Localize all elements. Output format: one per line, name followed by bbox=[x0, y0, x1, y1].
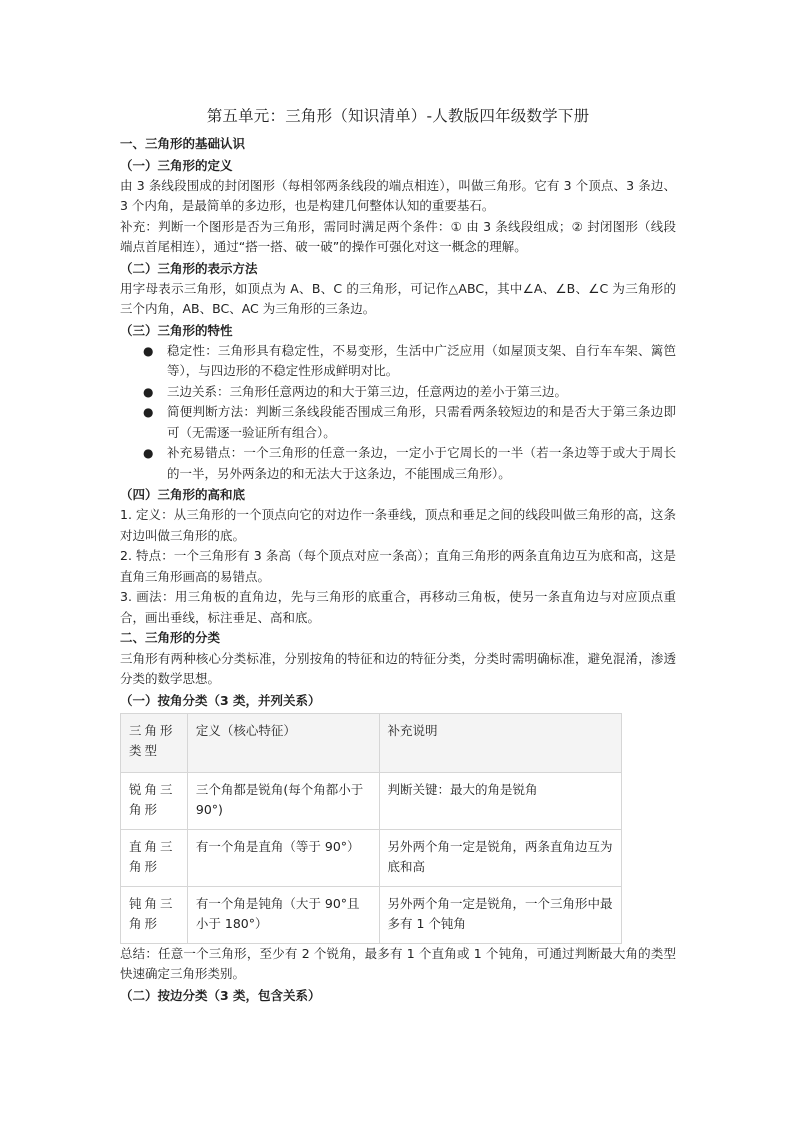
subsection-definition-heading: （一）三角形的定义 bbox=[120, 157, 233, 173]
classification-intro-paragraph: 三角形有两种核心分类标准，分别按角的特征和边的特征分类，分类时需明确标准，避免混淆，渗透分类的数学思想。 bbox=[120, 650, 676, 686]
list-item-text: 稳定性：三角形具有稳定性，不易变形，生活中广泛应用（如屋顶支架、自行车车架、篱笆等），与四边形的不稳定性形成鲜明对比。 bbox=[167, 342, 676, 378]
table-cell-type: 直角三角形 bbox=[121, 829, 188, 886]
table-cell-notes: 判断关键：最大的角是锐角 bbox=[379, 772, 621, 829]
bullet-icon: ● bbox=[143, 405, 154, 419]
bullet-icon: ● bbox=[143, 343, 154, 358]
table-cell-notes: 另外两个角一定是锐角，一个三角形中最多有 1 个钝角 bbox=[379, 886, 621, 943]
column-header-notes: 补充说明 bbox=[379, 713, 621, 772]
list-item bbox=[143, 443, 676, 484]
list-item-text: 三边关系：三角形任意两边的和大于第三边，任意两边的差小于第三边。 bbox=[167, 383, 568, 399]
subsection-height-base-heading: （四）三角形的高和底 bbox=[120, 487, 246, 502]
list-item bbox=[143, 341, 676, 382]
column-header-type: 三角形类型 bbox=[121, 713, 188, 772]
table-header-row bbox=[121, 713, 622, 772]
list-item bbox=[143, 402, 676, 443]
document-page bbox=[120, 104, 676, 1006]
subsection-by-side-heading: （二）按边分类（3 类，包含关系） bbox=[120, 987, 321, 1003]
list-item-text: 简便判断方法：判断三条线段能否围成三角形，只需看两条较短边的和是否大于第三条边即可（无需逐一验证所有组合）。 bbox=[167, 404, 676, 440]
table-cell-definition: 三个角都是锐角(每个角都小于 90°) bbox=[187, 772, 379, 829]
column-header-definition: 定义（核心特征） bbox=[187, 713, 379, 772]
list-item bbox=[143, 382, 676, 403]
notation-paragraph: 用字母表示三角形，如顶点为 A、B、C 的三角形，可记作△ABC，其中∠A、∠B、∠C 为三角形的三个内角，AB、BC、AC 为三角形的三条边。 bbox=[120, 280, 676, 316]
subsection-notation-heading: （二）三角形的表示方法 bbox=[120, 260, 258, 276]
height-definition-paragraph: 1. 定义：从三角形的一个顶点向它的对边作一条垂线，顶点和垂足之间的线段叫做三角形的高，这条对边叫做三角形的底。 bbox=[120, 507, 676, 543]
angle-classification-summary: 总结：任意一个三角形，至少有 2 个锐角，最多有 1 个直角或 1 个钝角，可通过判断最大角的类型快速确定三角形类别。 bbox=[120, 945, 676, 981]
subsection-properties-heading: （三）三角形的特性 bbox=[120, 322, 233, 338]
table-cell-type: 锐角三角形 bbox=[121, 772, 188, 829]
definition-supplement-paragraph: 补充：判断一个图形是否为三角形，需同时满足两个条件：① 由 3 条线段组成；② 封闭图形（线段端点首尾相连），通过“搭一搭、破一破”的操作可强化对这一概念的理解。 bbox=[120, 218, 676, 254]
table-cell-definition: 有一个角是直角（等于 90°） bbox=[187, 829, 379, 886]
angle-classification-table bbox=[120, 713, 622, 944]
height-drawing-paragraph: 3. 画法：用三角板的直角边，先与三角形的底重合，再移动三角板，使另一条直角边与对应顶点重合，画出垂线，标注垂足、高和底。 bbox=[120, 589, 676, 625]
table-row bbox=[121, 772, 622, 829]
section-2-heading: 二、三角形的分类 bbox=[120, 630, 221, 645]
height-features-paragraph: 2. 特点：一个三角形有 3 条高（每个顶点对应一条高）；直角三角形的两条直角边互为底和高，这是直角三角形画高的易错点。 bbox=[120, 548, 676, 584]
bullet-icon: ● bbox=[143, 446, 154, 460]
table-cell-type: 钝角三角形 bbox=[121, 886, 188, 943]
table-cell-notes: 另外两个角一定是锐角，两条直角边互为底和高 bbox=[379, 829, 621, 886]
table-row bbox=[121, 886, 622, 943]
table-cell-definition: 有一个角是钝角（大于 90°且小于 180°） bbox=[187, 886, 379, 943]
subsection-by-angle-heading: （一）按角分类（3 类，并列关系） bbox=[120, 692, 321, 708]
table-row bbox=[121, 829, 622, 886]
document-title: 第五单元：三角形（知识清单）-人教版四年级数学下册 bbox=[206, 107, 590, 125]
bullet-icon: ● bbox=[143, 384, 154, 399]
definition-paragraph: 由 3 条线段围成的封闭图形（每相邻两条线段的端点相连），叫做三角形。它有 3 个顶点、3 条边、3 个内角，是最简单的多边形，也是构建几何整体认知的重要基石。 bbox=[120, 177, 676, 213]
section-1-heading: 一、三角形的基础认识 bbox=[120, 136, 246, 151]
properties-list bbox=[120, 341, 676, 485]
list-item-text: 补充易错点：一个三角形的任意一条边，一定小于它周长的一半（若一条边等于或大于周长的一半，另外两条边的和无法大于这条边，不能围成三角形）。 bbox=[167, 445, 676, 481]
